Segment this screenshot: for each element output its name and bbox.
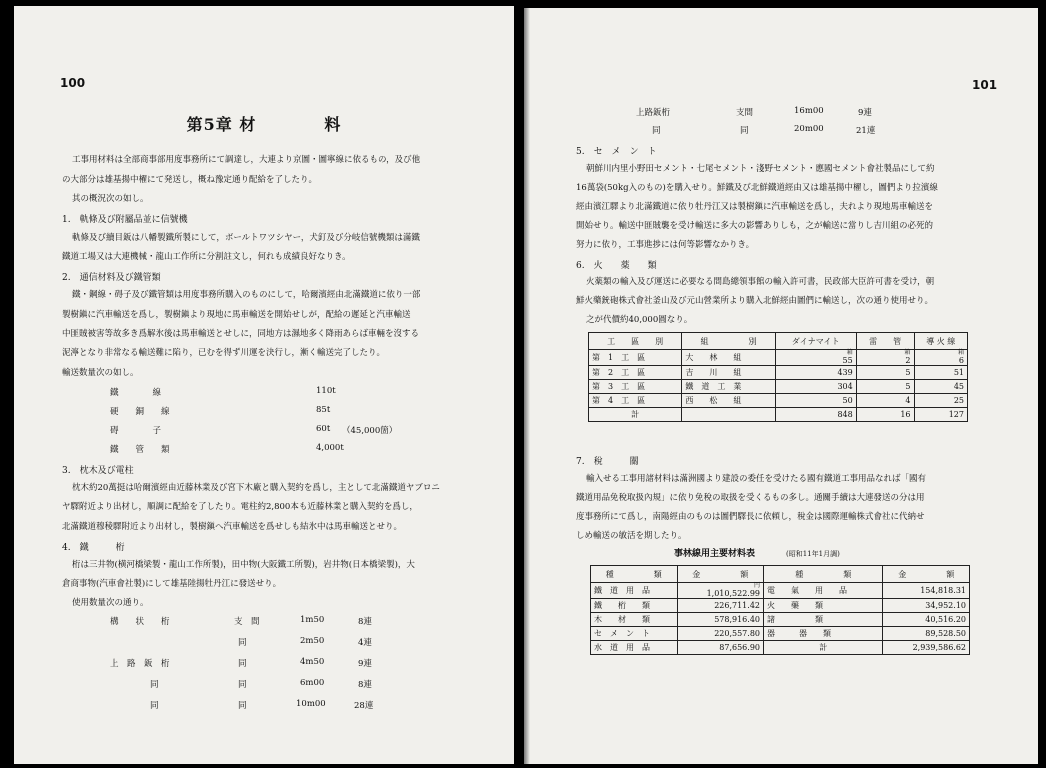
girder-span-label: 同: [740, 126, 749, 136]
table-cell: [682, 408, 775, 422]
girder-length: 20m00: [794, 124, 824, 134]
table-cell: 87,656.90: [677, 641, 764, 655]
cost-table-title: 事林線用主要材料表: [674, 549, 756, 559]
table-cell: 第 1 工 區: [589, 350, 682, 366]
body-line: 鐵・鋼線・碍子及び鐵管類は用度事務所購入のものにして，哈爾濱經由北滿鐵道に依り一部: [72, 290, 421, 300]
table-cell: 50: [775, 394, 856, 408]
table-cell: 439: [775, 366, 856, 380]
girder-count: 28連: [354, 701, 374, 711]
body-line: 軌條及び續目鈑は八幡製鐵所製にして，ボールトワツシヤー，犬釘及び分岐信號機類は滿鐵: [72, 233, 420, 243]
body-line: 使用数量次の通り。: [72, 598, 149, 608]
table-cell: 226,711.42: [677, 599, 764, 613]
body-line: 中匪賊被害等故多き爲解氷後は馬車輸送とせしに，同地方は濕地多く降雨あらば車輛を沒する: [62, 329, 420, 339]
table-cell: 5: [856, 366, 914, 380]
table-cell: 鐵 道 工 業: [682, 380, 775, 394]
girder-name: 上 路 鈑 桁: [110, 659, 170, 669]
table-cell: 25: [914, 394, 968, 408]
material-name: 鐵 管 類: [110, 445, 170, 455]
material-qty: 4,000t: [316, 443, 344, 453]
body-line: しめ輸送の敏活を期したり。: [576, 531, 687, 541]
cost-table: [590, 565, 970, 655]
table-cell: 水 道 用 品: [591, 641, 678, 655]
table-cell: 第 4 工 區: [589, 394, 682, 408]
table-cell: 計: [764, 641, 883, 655]
section-title: 3. 枕木及び電柱: [62, 466, 134, 476]
girder-span-label: 同: [238, 659, 247, 669]
girder-span-label: 支 間: [234, 617, 260, 627]
girder-name: 上路鈑桁: [636, 108, 671, 118]
table-header: 工 區 別: [589, 333, 682, 350]
chapter-title: 第5章 材 料: [186, 115, 342, 134]
material-name: 碍 子: [110, 426, 162, 436]
table-header-row: [591, 566, 970, 583]
body-line: 開始せり。輸送中匪賊襲を受け輸送に多大の影響ありしも，之が輸送に當りし吉川組の必死的: [576, 221, 934, 231]
body-line: 桁は三井物(横河橋梁製・龍山工作所製)，田中物(大阪鐵工所製)，岩井物(日本橋梁製)，大: [72, 560, 415, 570]
material-qty: 110t: [316, 386, 336, 396]
girder-length: 2m50: [300, 636, 325, 646]
table-row: [589, 366, 968, 380]
table-row: [589, 394, 968, 408]
table-cell: 304: [775, 380, 856, 394]
table-header: 種 類: [764, 566, 883, 583]
girder-count: 4連: [358, 638, 372, 648]
table-cell: 40,516.20: [883, 613, 970, 627]
table-cell: 諸 類: [764, 613, 883, 627]
table-cell: 89,528.50: [883, 627, 970, 641]
table-cell: 第 2 工 區: [589, 366, 682, 380]
girder-span-label: 支間: [736, 108, 754, 118]
intro-line-1: 工事用材料は全部商事部用度事務所にて調達し，大連より京圖・圖寧線に依るもの，及び他: [72, 155, 421, 165]
body-line: 鮮火藥銃砲株式會社釜山及び元山營業所より購入北鮮經由圖們に輸送し，次の通り使用せり。: [576, 296, 934, 306]
material-qty: 85t: [316, 405, 331, 415]
cell-value: 1,010,522.99: [706, 589, 760, 598]
page-number-right: 101: [972, 78, 998, 92]
table-cell: 5: [856, 380, 914, 394]
table-cell: 鐵 桁 類: [591, 599, 678, 613]
table-header: 金 額: [883, 566, 970, 583]
table-cell: 鐵 道 用 品: [591, 583, 678, 599]
table-cell: 木 材 類: [591, 613, 678, 627]
girder-length: 6m00: [300, 678, 325, 688]
table-cell: 154,818.31: [883, 583, 970, 599]
table-cell: [914, 350, 968, 366]
girder-name: 同: [652, 126, 661, 136]
body-line: 經由濱江驛より北滿鐵道に依り牡丹江又は製樹鎭に汽車輸送を爲し，夫れより現地馬車輸送を: [576, 202, 934, 212]
section-title: 5. セ メ ン ト: [576, 147, 657, 157]
table-total-row: [589, 408, 968, 422]
material-extra: （45,000箇）: [342, 426, 398, 436]
material-qty: 60t: [316, 424, 331, 434]
cost-table-subtitle: (昭和11年1月調): [786, 550, 840, 558]
cell-value: 55: [842, 356, 853, 365]
table-cell: 大 林 組: [682, 350, 775, 366]
girder-length: 4m50: [300, 657, 325, 667]
cell-value: 6: [958, 356, 964, 365]
table-cell: [856, 350, 914, 366]
table-header: 組 別: [682, 333, 775, 350]
section-title: 4. 鐵 桁: [62, 543, 125, 553]
table-cell: セ メ ン ト: [591, 627, 678, 641]
table-row: [591, 641, 970, 655]
body-line: 製樹鎭に汽車輸送を爲し，製樹鎭より現地に馬車輸送を開始せしが，配給の遲延と汽車輸送: [62, 310, 411, 320]
unit-label: 箱: [904, 349, 911, 356]
girder-span-label: 同: [238, 680, 247, 690]
table-row: [591, 627, 970, 641]
table-cell: 4: [856, 394, 914, 408]
table-row: [589, 380, 968, 394]
table-header: 雷 管: [856, 333, 914, 350]
body-line: 輸入せる工事用諸材料は滿洲國より建設の委任を受けたる國有鐵道工事用品なれば「國有: [586, 474, 927, 484]
table-cell: [677, 583, 764, 599]
body-line: 度事務所にて爲し，南陽經由のものは圖們驛長に依頼し，稅金は國際運輸株式會社に代納せ: [576, 512, 925, 522]
table-cell: 848: [775, 408, 856, 422]
girder-span-label: 同: [238, 638, 247, 648]
table-cell: 2,939,586.62: [883, 641, 970, 655]
girder-count: 9連: [358, 659, 372, 669]
table-cell: 西 松 組: [682, 394, 775, 408]
body-line: 之が代價約40,000圓なり。: [586, 315, 693, 325]
body-line: 鐵道用品免稅取扱內規」に依り免稅の取扱を受くるもの多し。通關手續は大連發送の分は用: [576, 493, 925, 503]
intro-line-3: 其の概況次の如し。: [72, 194, 149, 204]
left-page: [14, 6, 514, 764]
body-line: 16萬袋(50kg入のもの)を購入せり。鮮鐵及び北鮮鐵道經由又は雄基揚中櫂し，圖們より拉濱線: [576, 183, 938, 193]
body-line: 朝鮮川内里小野田セメント・七尾セメント・淺野セメント・應國セメント會社製品にして約: [586, 164, 935, 174]
unit-label: 箱: [846, 349, 853, 356]
girder-length: 10m00: [296, 699, 326, 709]
table-cell: 第 3 工 區: [589, 380, 682, 394]
section-title: 1. 軌條及び附屬品並に信號機: [62, 215, 188, 225]
page-spine-shadow: [524, 8, 530, 764]
girder-length: 1m50: [300, 615, 325, 625]
body-line: 努力に依り，工事進捗には何等影響なかりき。: [576, 240, 755, 250]
table-cell: 器 器 類: [764, 627, 883, 641]
table-cell: 51: [914, 366, 968, 380]
table-cell: 吉 川 組: [682, 366, 775, 380]
girder-count: 9連: [858, 108, 872, 118]
section-title: 6. 火 薬 類: [576, 261, 657, 271]
unit-label: 箱: [957, 349, 964, 356]
body-line: 火薬類の輸入及び運送に必要なる間島總領事館の輸入許可書，民政部大臣許可書を受け，朝: [586, 277, 935, 287]
table-cell: [775, 350, 856, 366]
table-row: [591, 599, 970, 613]
table-cell: 16: [856, 408, 914, 422]
girder-length: 16m00: [794, 106, 824, 116]
cell-value: 2: [905, 356, 911, 365]
right-page: [524, 8, 1038, 764]
girder-name: 同: [150, 680, 159, 690]
table-cell: 34,952.10: [883, 599, 970, 613]
table-cell: 127: [914, 408, 968, 422]
unit-label: 円: [753, 582, 760, 589]
table-header-row: [589, 333, 968, 350]
girder-name: 同: [150, 701, 159, 711]
table-header: 金 額: [677, 566, 764, 583]
table-row: [591, 613, 970, 627]
body-line: 輸送数量次の如し。: [62, 368, 139, 378]
section-title: 2. 通信材料及び鐵管類: [62, 273, 161, 283]
body-line: ヤ驛附近より出材し，順調に配給を了したり。電柱約2,800本も近藤林業と購入契約を爲し，: [62, 502, 418, 512]
table-header: ダイナマイト: [775, 333, 856, 350]
girder-count: 8連: [358, 617, 372, 627]
girder-name: 構 状 桁: [110, 617, 170, 627]
body-line: 鐵道工場又は大連機械・龍山工作所に分割註文し，何れも成績良好なりき。: [62, 252, 351, 262]
table-header: 種 類: [591, 566, 678, 583]
table-row: [589, 350, 968, 366]
body-line: 倉商事物(汽車會社製)にして雄基陸揚牡丹江に發送せり。: [62, 579, 282, 589]
material-name: 硬 銅 線: [110, 407, 170, 417]
body-line: 枕木約20萬挺は哈爾濱經由近藤林業及び宮下木廠と購入契約を爲し，主として北滿鐵道ヤブロニ: [72, 483, 440, 493]
girder-span-label: 同: [238, 701, 247, 711]
body-line: 泥濘となり非常なる輸送難に陷り，已むを得ず川運を決行し，漸く輸送完了したり。: [62, 348, 386, 358]
girder-count: 21連: [856, 126, 876, 136]
table-header: 導 火 線: [914, 333, 968, 350]
girder-count: 8連: [358, 680, 372, 690]
body-line: 北滿鐵道穆稜驛附近より出材し，製樹鎭へ汽車輸送を爲せしも結氷中は馬車輸送とせり。: [62, 522, 403, 532]
table-cell: 220,557.80: [677, 627, 764, 641]
material-name: 鐵 線: [110, 388, 162, 398]
table-cell: 電 氣 用 品: [764, 583, 883, 599]
explosives-table: [588, 332, 968, 422]
table-cell: 45: [914, 380, 968, 394]
table-cell: 火 藥 類: [764, 599, 883, 613]
table-row: [591, 583, 970, 599]
section-title: 7. 稅 關: [576, 457, 639, 467]
intro-line-2: の大部分は雄基揚中櫂にて発送し，概ね豫定通り配給を了したり。: [62, 175, 318, 185]
table-cell: 578,916.40: [677, 613, 764, 627]
table-cell: 計: [589, 408, 682, 422]
page-number-left: 100: [60, 76, 86, 90]
